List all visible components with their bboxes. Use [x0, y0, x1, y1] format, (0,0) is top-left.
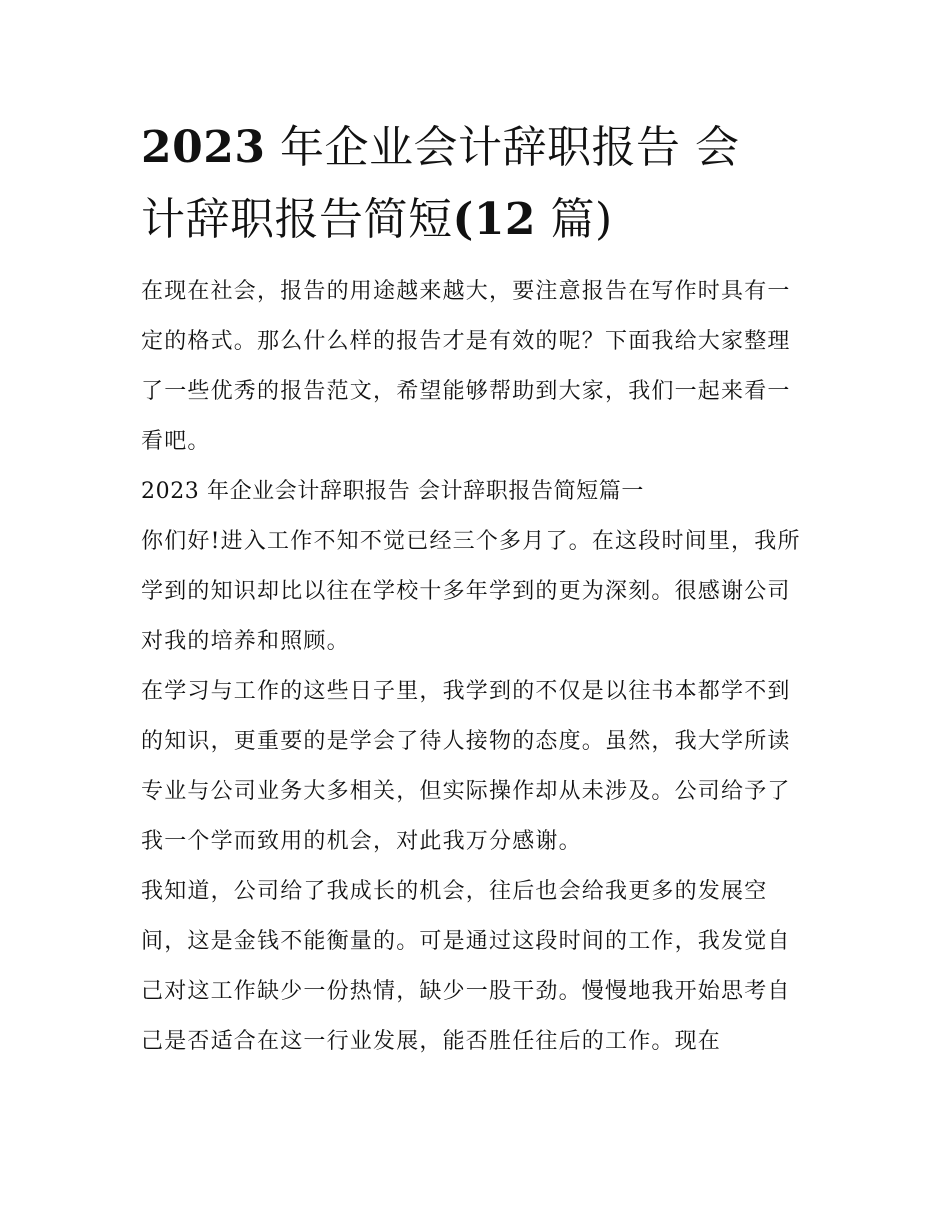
document-content: [141, 112, 813, 1067]
body-paragraph-2: 在学习与工作的这些日子里，我学到的不仅是以往书本都学不到的知识，更重要的是学会了待人接物的态度。虽然，我大学所读专业与公司业务大多相关，但实际操作却从未涉及。公司给予了我一个学而致用的机会，对此我万分感谢。: [141, 679, 791, 854]
body-paragraph-1: 你们好!进入工作不知不觉已经三个多月了。在这段时间里，我所学到的知识却比以往在学校十多年学到的更为深刻。很感谢公司对我的培养和照顾。: [141, 529, 801, 654]
title-count: (12: [452, 194, 537, 245]
section-heading: 2023 年企业会计辞职报告 会计辞职报告简短篇一: [141, 479, 644, 504]
body-paragraph-3: 我知道，公司给了我成长的机会，往后也会给我更多的发展空间，这是金钱不能衡量的。可是通过这段时间的工作，我发觉自己对这工作缺少一份热情，缺少一股干劲。慢慢地我开始思考自己是否适合在这一行业发展，能否胜任往后的工作。现在: [141, 879, 791, 1054]
title-end: 篇): [536, 194, 613, 245]
intro-paragraph: 在现在社会，报告的用途越来越大，要注意报告在写作时具有一定的格式。那么什么样的报告才是有效的呢？下面我给大家整理了一些优秀的报告范文，希望能够帮助到大家，我们一起来看一看吧。: [141, 279, 791, 454]
title-year: 2023: [141, 122, 266, 173]
title-text-line2: 计辞职报告简短: [141, 194, 453, 245]
document-body: [141, 267, 813, 1067]
title-text-line1: 年企业会计辞职报告 会: [265, 122, 740, 173]
document-title: [141, 112, 813, 256]
